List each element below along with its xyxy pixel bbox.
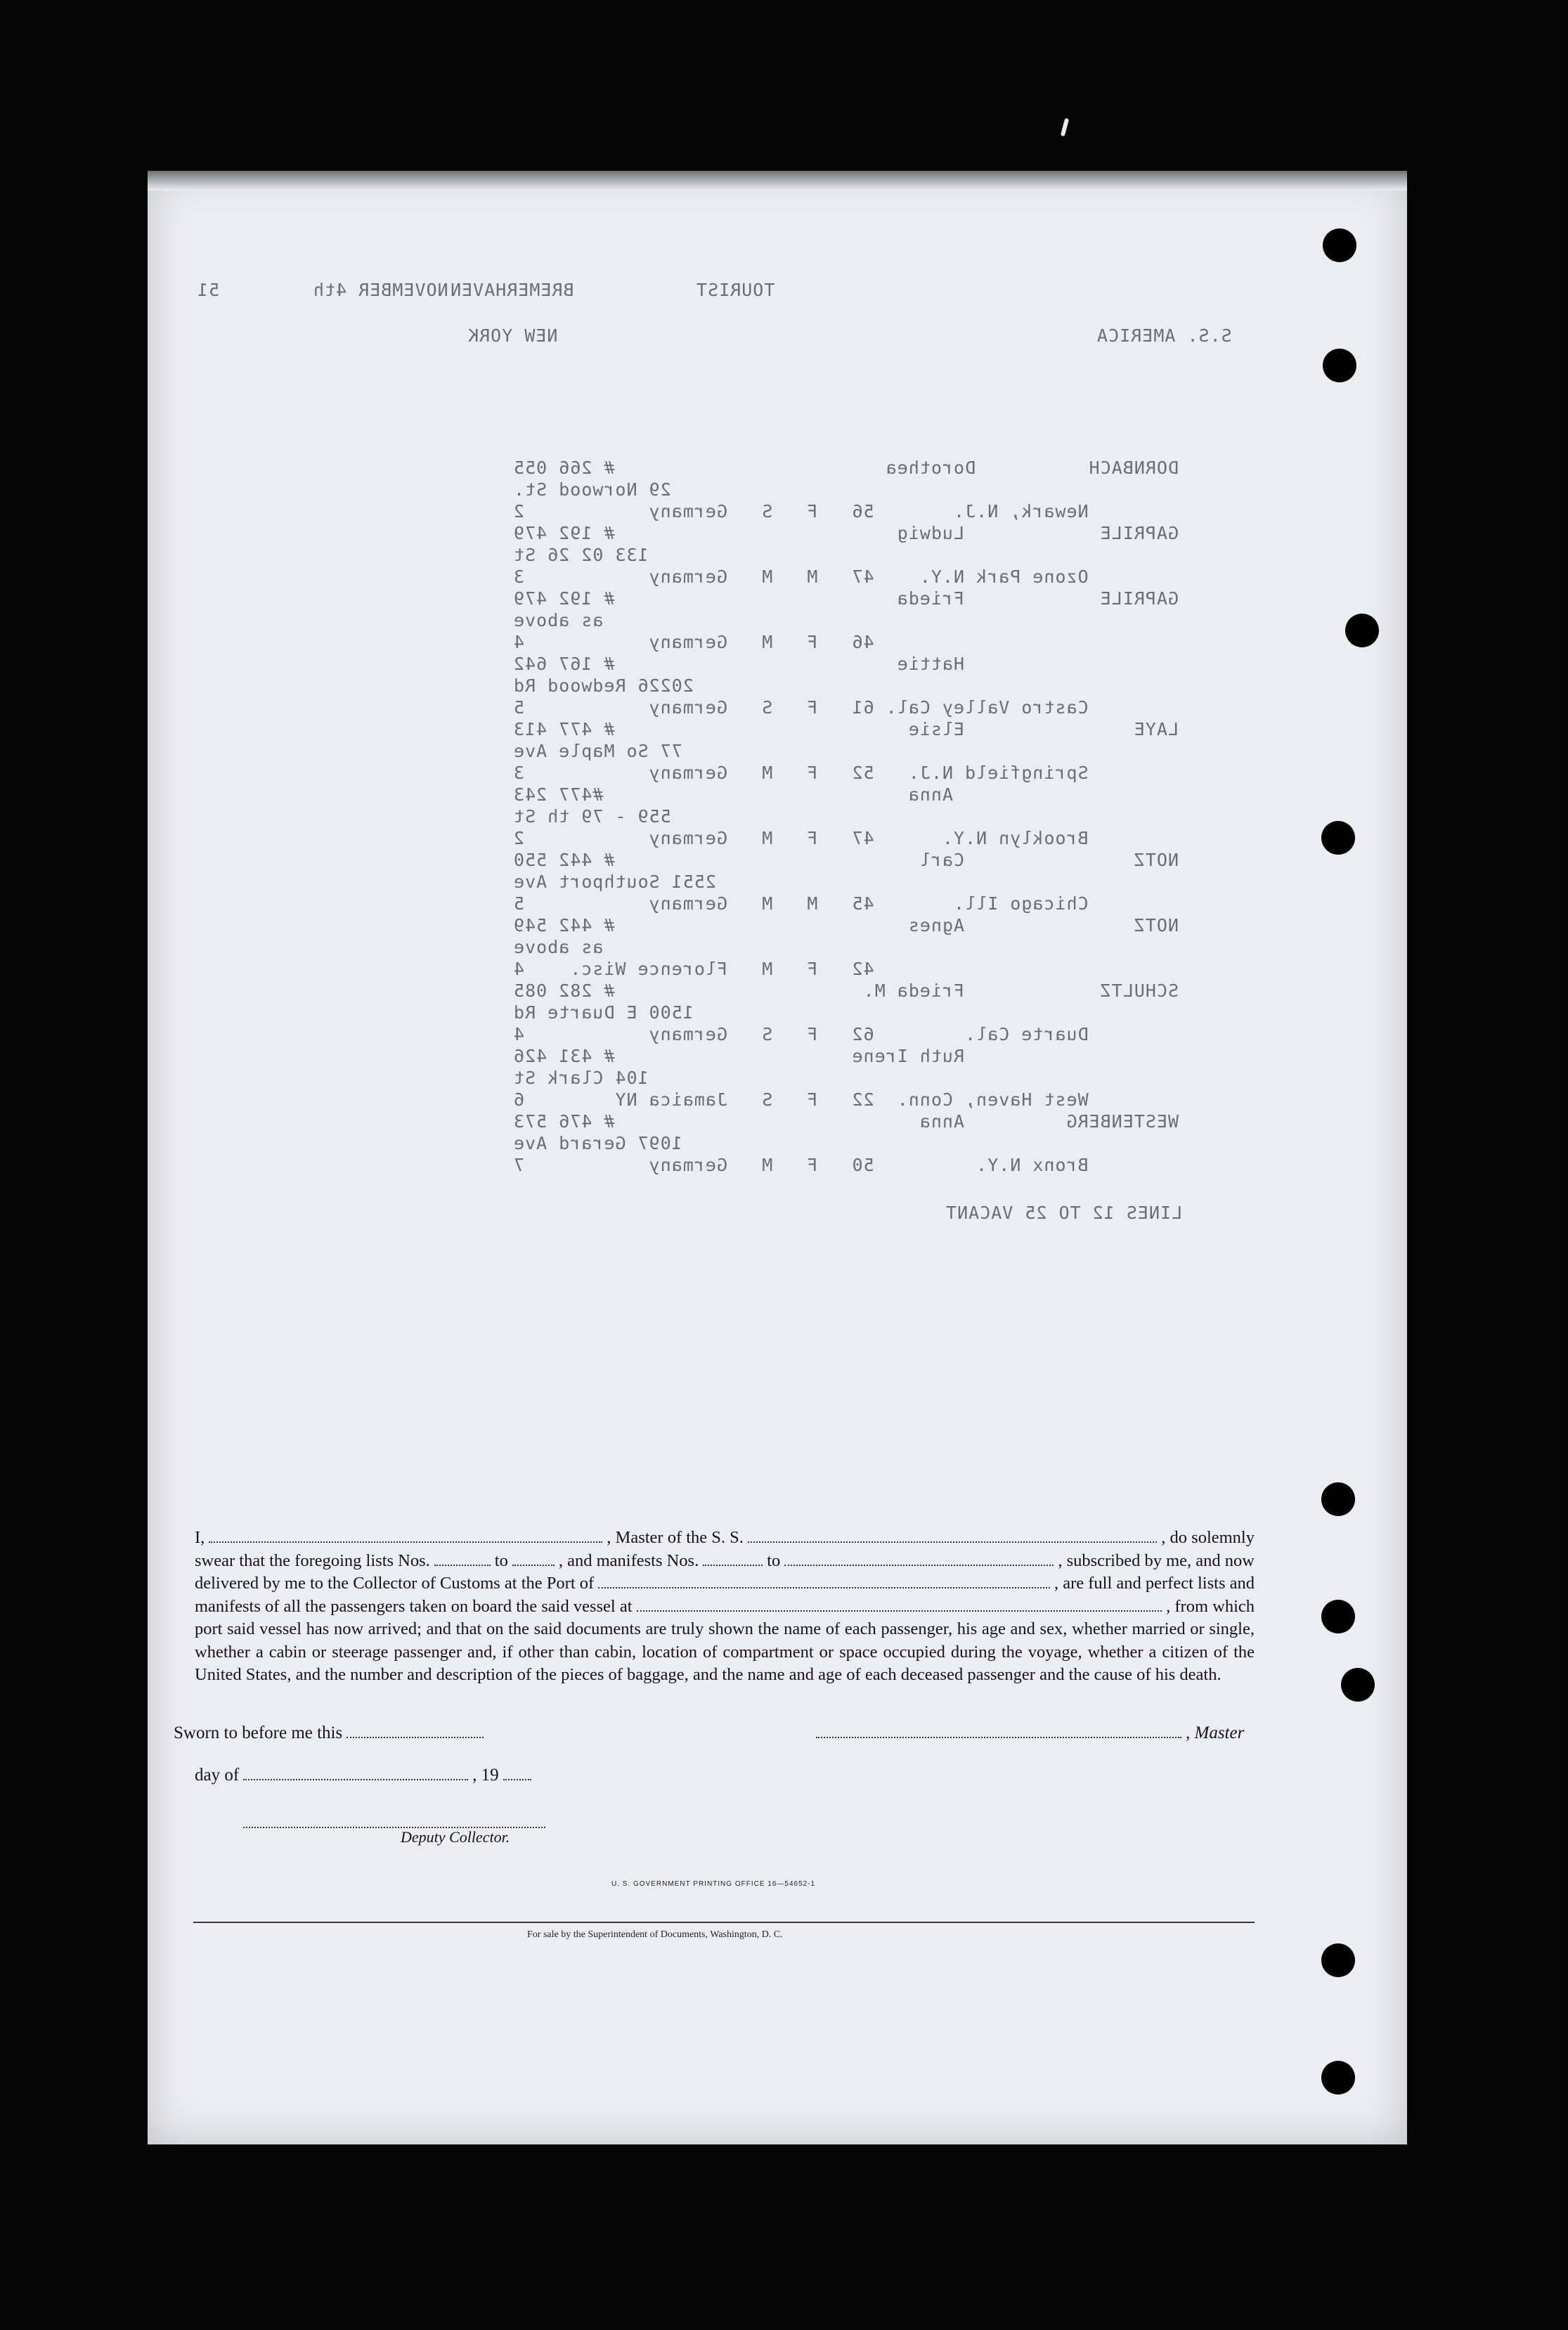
manifest-line: NOTZ Carl # 442 550 [513, 850, 1179, 870]
manifest-line: WESTENBERG Anna # 476 573 [513, 1111, 1179, 1132]
master-signature [812, 1723, 1244, 1743]
master-label: , Master [1186, 1723, 1245, 1742]
year-label: , 19 [472, 1766, 499, 1785]
lines-vacant-note: LINES 12 TO 25 VACANT [945, 1203, 1183, 1223]
manifest-line: as above [513, 937, 604, 957]
oath-delivered: delivered by me to the Collector of Customs at the Port of [195, 1574, 595, 1593]
master-signature-field [816, 1724, 1181, 1738]
oath-body: port said vessel has now arrived; and that on the said documents are truly shown the name of each passenger, his age and sex, whether married or single, whether a cabin or steerage passenger and, if other than cabin, location of compartment or space occupied during the voyage, whether a citizen of the United States, and the number and description of the pieces of baggage, and the name and age of each deceased passenger and the cause of his death. [195, 1619, 1255, 1684]
punch-hole [1323, 228, 1356, 262]
manifest-line: 1097 Gerard Ave [513, 1133, 682, 1153]
manifest-line: Anna #477 243 [513, 784, 1167, 805]
manifest-line: 559 - 79 th St [513, 806, 671, 827]
manifest-line: SCHULTZ Frieda M. # 282 085 [513, 980, 1179, 1001]
punch-hole [1323, 349, 1356, 382]
day-of-label: day of [195, 1766, 240, 1785]
oath-line-4 [195, 1596, 1255, 1619]
manifest-line: DORNBACH Dorothea # 266 055 [513, 458, 1179, 478]
manifest-line: 42 F M Florence Wisc. 4 [513, 959, 1089, 979]
manifest-sheet [148, 171, 1407, 2144]
manifest-line: Hattie # 167 642 [513, 654, 1179, 674]
day-of-line [195, 1766, 536, 1785]
manifest-line: Newark, N.J. 56 F S Germany 2 [513, 501, 1089, 522]
header-arrival-port: NEW YORK [467, 325, 558, 346]
sworn-date-field [346, 1724, 484, 1738]
header-page-number: 51 [197, 280, 220, 300]
punch-hole [1341, 1668, 1375, 1702]
lists-from-field [434, 1552, 491, 1566]
punch-hole [1321, 1943, 1355, 1977]
manifest-line: Duarte Cal. 62 F S Germany 4 [513, 1024, 1089, 1044]
oath-master-of: , Master of the S. S. [607, 1528, 744, 1547]
oath-full-perfect: , are full and perfect lists and [1054, 1574, 1255, 1593]
oath-line-2 [195, 1550, 1255, 1573]
manifest-line: LAYE Elsie # 477 413 [513, 719, 1179, 739]
manifest-line: Chicago Ill. 45 M M Germany 5 [513, 893, 1089, 914]
header-ship-name: S.S. AMERICA [1096, 325, 1232, 346]
manifests-to-field [784, 1552, 1054, 1566]
oath-to-1: to [494, 1551, 508, 1570]
punch-hole [1345, 614, 1379, 647]
dust-speck [1061, 118, 1070, 137]
ship-name-field [748, 1529, 1157, 1543]
deputy-signature-field [243, 1814, 545, 1828]
oath-subscribed: , subscribed by me, and now [1058, 1551, 1255, 1570]
oath-manifests-of: manifests of all the passengers taken on board the said vessel at [195, 1596, 633, 1616]
manifest-line: Ozone Park N.Y. 47 M M Germany 3 [513, 567, 1089, 587]
manifest-line: Ruth Irene # 431 426 [513, 1046, 1179, 1066]
punch-hole [1321, 1482, 1355, 1516]
punch-hole [1321, 1600, 1355, 1633]
port-field [598, 1574, 1050, 1588]
manifest-line: as above [513, 610, 604, 630]
sworn-before-label: Sworn to before me this [174, 1723, 343, 1742]
master-name-field [209, 1529, 602, 1543]
header-from-port: BREMERHAVEN [450, 280, 574, 300]
manifest-line: Bronx N.Y. 50 F M Germany 7 [513, 1155, 1089, 1175]
oath-to-2: to [767, 1551, 781, 1570]
sworn-before [174, 1723, 488, 1743]
printing-office-line: U. S. GOVERNMENT PRINTING OFFICE 16—54652-1 [611, 1880, 816, 1888]
day-of-field [243, 1766, 468, 1780]
header-date: NOVEMBER 4th [313, 280, 448, 300]
for-sale-note: For sale by the Superintendent of Documents, Washington, D. C. [527, 1929, 783, 1940]
oath-lists-nos: swear that the foregoing lists Nos. [195, 1551, 430, 1570]
oath-from-which: , from which [1166, 1596, 1255, 1616]
manifest-line: GAPRILE Frieda # 192 479 [513, 588, 1179, 609]
manifest-line: 2551 Southport Ave [513, 872, 716, 892]
footer-rule [193, 1922, 1255, 1923]
oath-solemnly: , do solemnly [1161, 1528, 1255, 1547]
year-field [503, 1766, 531, 1780]
oath-section [195, 1527, 1255, 1687]
manifest-line: Brooklyn N.Y. 47 F M Germany 2 [513, 828, 1089, 848]
manifest-line: 29 Norwood St. [513, 479, 671, 500]
manifest-line: Springfield N.J. 52 F M Germany 3 [513, 763, 1089, 783]
manifest-line: West Haven, Conn. 22 F S Jamaica NY 6 [513, 1089, 1089, 1110]
manifest-line: 133 02 26 St [513, 545, 649, 565]
manifest-line: 46 F M Germany 4 [513, 632, 1089, 652]
departure-port-field [637, 1598, 1162, 1612]
oath-i: I, [195, 1528, 205, 1547]
manifest-line: 77 So Maple Ave [513, 741, 682, 761]
manifest-line: NOTZ Agnes # 442 549 [513, 915, 1179, 936]
punch-hole [1321, 2061, 1355, 2095]
manifest-line: 104 Clark St [513, 1068, 649, 1088]
manifest-line: GAPRILE Ludwig # 192 479 [513, 523, 1179, 543]
lists-to-field [512, 1552, 555, 1566]
manifests-from-field [703, 1552, 763, 1566]
header-tourist: TOURIST [696, 280, 775, 300]
deputy-collector-label: Deputy Collector. [401, 1828, 510, 1846]
oath-line-3 [195, 1572, 1255, 1596]
manifest-line: Castro Valley Cal. 61 F S Germany 5 [513, 697, 1089, 718]
punch-hole [1321, 821, 1355, 855]
manifest-line: 20226 Redwood Rd [513, 675, 694, 696]
oath-line-1 [195, 1527, 1255, 1550]
oath-manifests-nos: , and manifests Nos. [558, 1551, 699, 1570]
manifest-line: 1500 E Duarte Rd [513, 1002, 694, 1023]
